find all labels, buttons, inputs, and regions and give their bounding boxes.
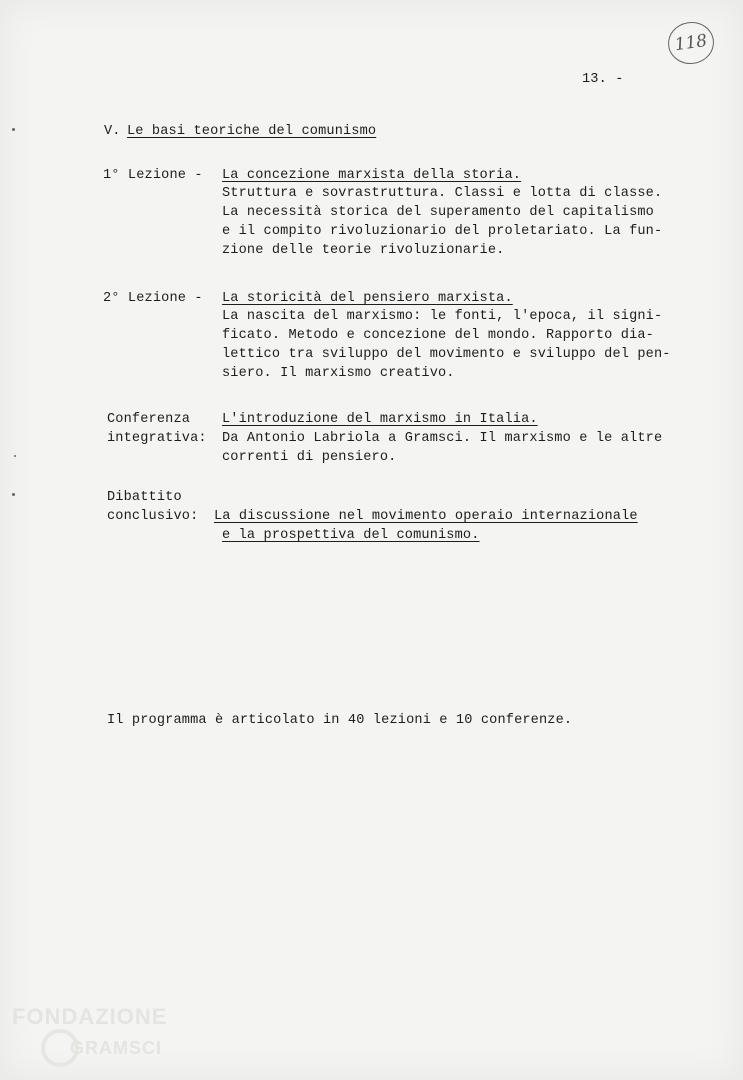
section-title: Le basi teoriche del comunismo (127, 124, 377, 139)
lesson-1-title: La concezione marxista della storia. (222, 168, 522, 183)
lesson-2-line: siero. Il marxismo creativo. (222, 366, 455, 381)
foundation-watermark (8, 1000, 208, 1072)
watermark-line-1: FONDAZIONE (12, 1004, 168, 1029)
scan-speck (14, 455, 16, 457)
conference-label: Conferenza (107, 412, 191, 427)
debate-label: Dibattito (107, 490, 182, 505)
scan-speck (12, 493, 15, 496)
program-note: Il programma è articolato in 40 lezioni e 10 conferenze. (107, 713, 573, 728)
stamp-number: 118 (673, 30, 709, 56)
debate-label: conclusivo: (107, 509, 199, 524)
section-numeral: V. (104, 124, 121, 139)
debate-title: e la prospettiva del comunismo. (222, 528, 480, 543)
lesson-1-line: e il compito rivoluzionario del proletariato. La fun- (222, 224, 663, 239)
watermark-line-2: GRAMSCI (70, 1038, 162, 1058)
lesson-2-line: ficato. Metodo e concezione del mondo. Rapporto dia- (222, 328, 654, 343)
conference-title: L'introduzione del marxismo in Italia. (222, 412, 538, 427)
archive-stamp (665, 19, 716, 67)
lesson-1-line: La necessità storica del superamento del capitalismo (222, 205, 654, 220)
lesson-2-label: 2° Lezione - (103, 291, 203, 306)
conference-line: Da Antonio Labriola a Gramsci. Il marxismo e le altre (222, 431, 663, 446)
lesson-2-line: La nascita del marxismo: le fonti, l'epoca, il signi- (222, 309, 663, 324)
lesson-1-line: Struttura e sovrastruttura. Classi e lotta di classe. (222, 186, 663, 201)
lesson-1-label: 1° Lezione - (103, 168, 203, 183)
conference-label: integrativa: (107, 431, 207, 446)
scan-speck (12, 128, 15, 131)
debate-title: La discussione nel movimento operaio internazionale (214, 509, 638, 524)
lesson-1-line: zione delle teorie rivoluzionarie. (222, 243, 505, 258)
conference-line: correnti di pensiero. (222, 450, 397, 465)
page-number: 13. - (582, 72, 624, 87)
lesson-2-title: La storicità del pensiero marxista. (222, 291, 513, 306)
lesson-2-line: lettico tra sviluppo del movimento e sviluppo del pen- (222, 347, 671, 362)
